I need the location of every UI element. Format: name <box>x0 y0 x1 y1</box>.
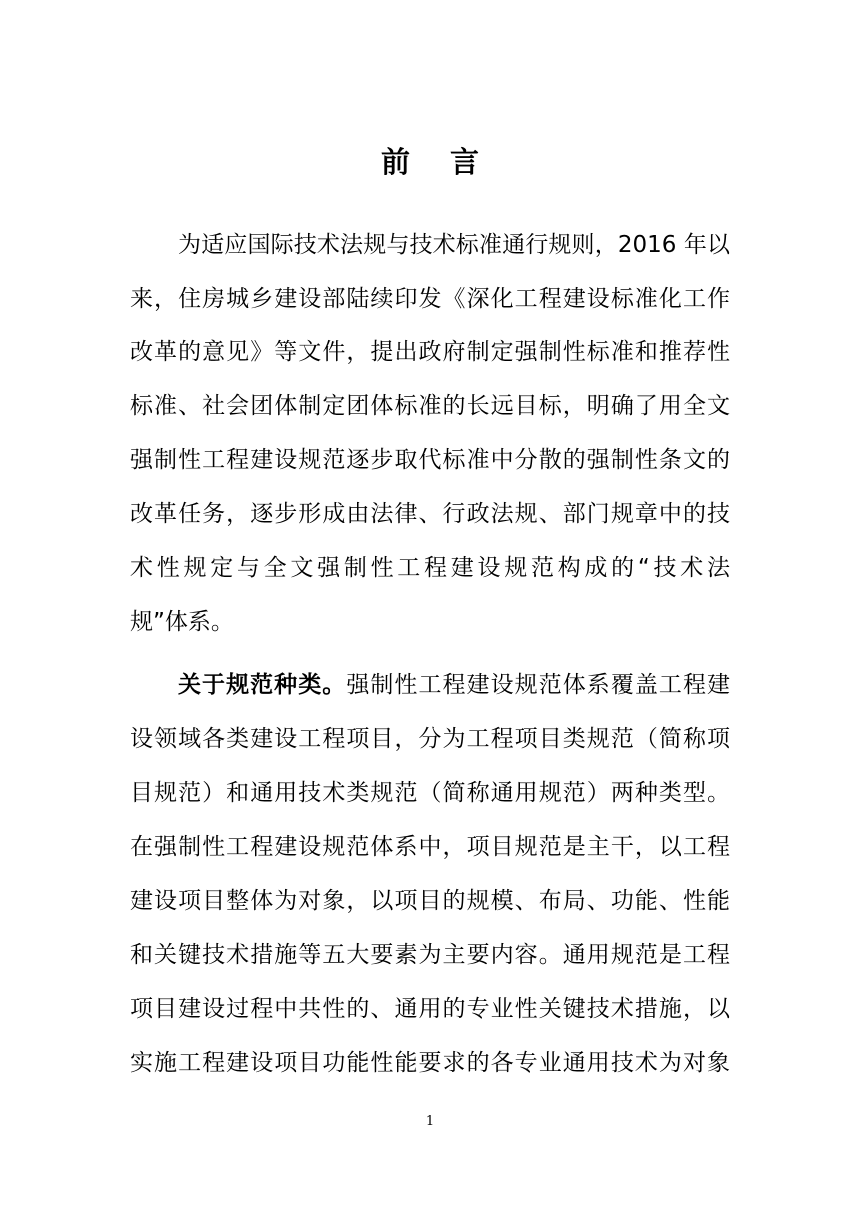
paragraph-1-line-6: 改革任务，逐步形成由法律、行政法规、部门规章中的技 <box>130 501 730 527</box>
section-heading: 关于规范种类。 <box>178 672 347 698</box>
paragraph-2-line-6: 和关键技术措施等五大要素为主要内容。通用规范是工程 <box>130 942 730 968</box>
paragraph-2-line-8: 实施工程建设项目功能性能要求的各专业通用技术为对象 <box>130 1050 730 1076</box>
paragraph-1-line-1: 为适应国际技术法规与技术标准通行规则，2016 年以 <box>178 232 730 258</box>
paragraph-2-line-4: 在强制性工程建设规范体系中，项目规范是主干，以工程 <box>130 834 730 860</box>
paragraph-2-line-1-text: 强制性工程建设规范体系覆盖工程建 <box>346 672 731 698</box>
paragraph-1-line-7: 术性规定与全文强制性工程建设规范构成的“技术法 <box>130 555 730 581</box>
page-title: 前言 <box>380 145 519 179</box>
paragraph-1-line-8: 规”体系。 <box>130 609 234 635</box>
paragraph-2-line-7: 项目建设过程中共性的、通用的专业性关键技术措施，以 <box>130 996 730 1022</box>
paragraph-1-line-3: 改革的意见》等文件，提出政府制定强制性标准和推荐性 <box>130 339 730 365</box>
paragraph-2-line-2: 设领域各类建设工程项目，分为工程项目类规范（简称项 <box>130 726 730 752</box>
page-number: 1 <box>425 1114 435 1129</box>
paragraph-2-line-5: 建设项目整体为对象，以项目的规模、布局、功能、性能 <box>130 888 730 914</box>
paragraph-1-line-5: 强制性工程建设规范逐步取代标准中分散的强制性条文的 <box>130 447 730 473</box>
paragraph-1-line-2: 来，住房城乡建设部陆续印发《深化工程建设标准化工作 <box>130 286 730 312</box>
paragraph-2-line-1 <box>178 662 730 708</box>
paragraph-2-line-3: 目规范）和通用技术类规范（简称通用规范）两种类型。 <box>130 780 730 806</box>
paragraph-1-line-4: 标准、社会团体制定团体标准的长远目标，明确了用全文 <box>130 393 730 419</box>
